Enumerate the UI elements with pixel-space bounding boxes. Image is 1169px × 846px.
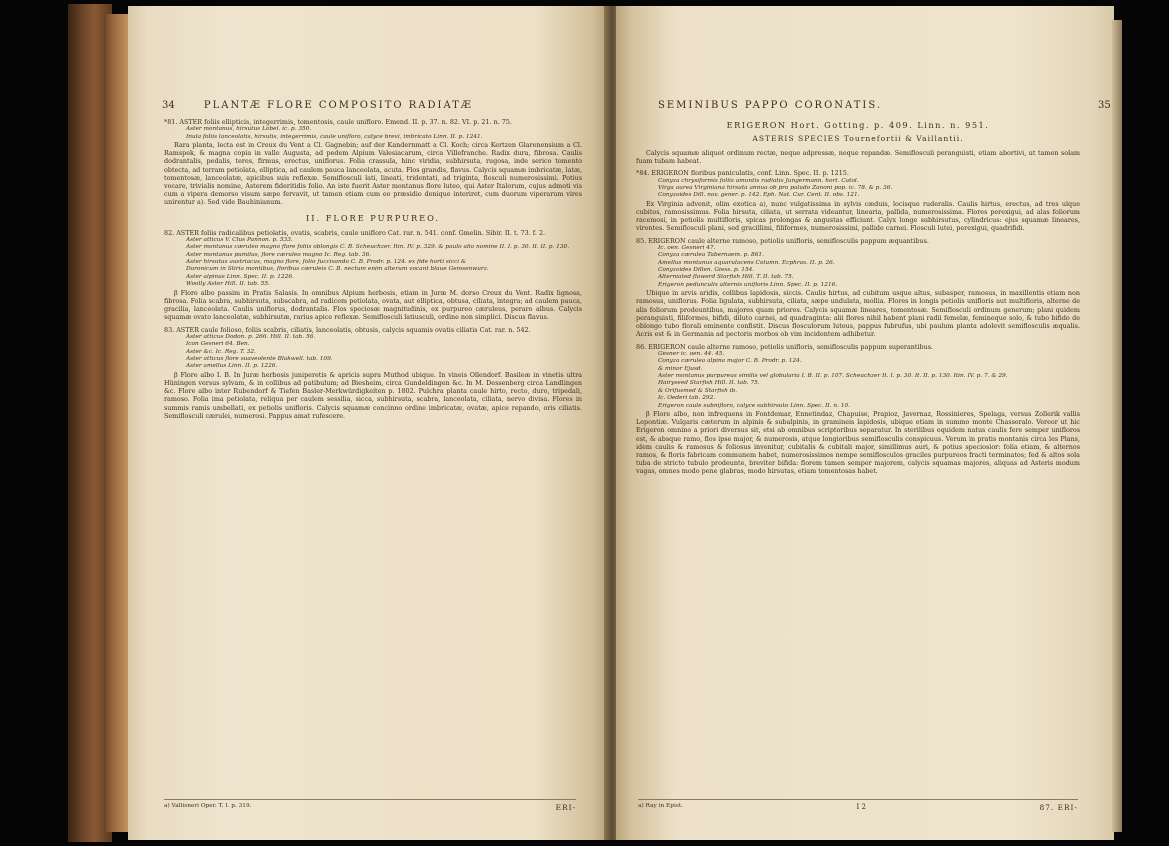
entry-86-syn-2: Conyza cærulea alpina major C. B. Prodr. p. 124. (658, 358, 802, 365)
entry-82-syn-6: Aster alpinus Linn. Spec. II. p. 1226. (186, 273, 294, 280)
entry-86-text: β Flore albo, non infrequens in Fontdemar, Ennetindaz, Chapuise, Prapioz, Javernaz, Rossinieres, Spelaga, versus Zollerik vallis Lepontiæ. Vulgaris cæterum in alpinis & subalpinis, in gramineis lapidosis, ubique etiam in summo monte Chasseralo. Vereor ut hic Erigeron omnino a priori diversus sit, etsi ab omnibus scriptoribus separatur. In sterilibus equidem natus caulis fere semper unifloros est, & absque ramo, flos ipse major, & numerosis, atque longioribus semiflosculis conspicuus. Verum in pratis montanis circa les Plans, idem caulis & ramosus & foliosus invenitur, cubitalis & cubitali major, simillimus auri, & potius speciosior: folia etiam, & alternos ramos, & floris fabricam communem habet, numerosissimos nempe semiflosculos graciles purpureos fracti terminatos; fed & altos sola tuba de stricto tubulo prodeunte, breviter bifida: florem tamen semper majorem, calycis squamas majores, aliquas ad Asteris modum vagas, omnes modo pene glabras, modo hirsutas, etiam tomentosas habet. (636, 409, 1080, 476)
entry-85-syn-2: Conyza cærulea Tabernaem. p. 861. (658, 252, 764, 259)
entry-85 (636, 237, 1080, 339)
right-footnote-row (638, 799, 1078, 812)
entry-83-syn-2: Icon Gesneri 64. Ben. (186, 341, 250, 348)
entry-86-syn-7: Ic. Oederi tab. 292. (658, 395, 716, 402)
left-catchword: ERI- (555, 803, 576, 812)
right-running-head (658, 100, 1111, 111)
genus-subtitle: ASTERIS SPECIES Tournefortii & Vaillantii. (752, 134, 964, 143)
entry-82-syn-4: Aster hirsutus austriacus, magno flore, folio fuccisando C. B. Prodr. p. 124. ex fide horti sicci & (186, 259, 467, 266)
entry-81-text: Rara planta, lecta est in Creux du Vent a Cl. Gagnebin; auf der Kandernmatt a Cl. Koch; circa Kertzen Glarenensium a Cl. Ramspek, & magna copia in valle Augusta, ad pedem Alpium Valesiacarum, circa Villefranche. Radix dura, fibrosa. Caulis dodrantalis, pedalis, teres, firmus, erectus, uniflorus. Folia crassula, hinc viridia, subhirsuta, rugosa, inde serico tomento obtecta, ad terram petiolata, elliptica, ad caulem pauca lanceolata, acuta. Flos grandis, flavus. Calycis squamæ imbricatæ, latæ, tomentosæ, lanceolatæ, apicibus suis reflexæ. Semiflosculi lati, lineati, tridentati, ad triginta, flosculi numerosissimi. Potius vocare, trivialis nomine, Asterem fideritidis folio. An iste fuerit Aster montanus flore luteo, qui Aster Italorum, cujus admoti vis cum a vipera demorso visum sæpe fervavit, ut tamen etiam cum eo præsidio denique interiret, cum duorum viperarum vires unirentur a). Sed vide Bauhinianum. (164, 141, 582, 207)
section-title: II. FLORE PURPUREO. (306, 212, 440, 223)
entry-83-syn-5: Aster amellus Linn. II. p. 1226. (186, 363, 278, 370)
entry-86-syn-4: Aster montanus purpureus similis vel globularia I. B. II. p. 107. Scheuchzer It. I. p. 30. It. II. p. 130. Itin. IV. p. 7. & 29. (658, 372, 1008, 379)
entry-84-syn-2: Virga aurea Virginiana hirsuta annua ob pro paludo Zanoni pop. ic. 78. & p. 36. (658, 185, 893, 192)
right-page-body (636, 118, 1080, 800)
genus-title: ERIGERON Hort. Gotting. p. 409. Linn. n. 951. (726, 120, 990, 130)
entry-82-syn-7: Woolly Aster Hill. II. tab. 55. (186, 281, 270, 288)
entry-84-text: Ex Virginia advenit, olim exotica a), nunc vulgatissima in sylvis cæduis, locisque ruderalis. Caulis hirtus, erectus, ad tres ulque cubitos, ramosissimus. Folia hirsuta, ciliata, ut serrata videantur, linearia, pallida, numerosissima. Flores perexigui, ad alas foliorum racemosi, in petiolis multifloris, spicas prolongas & angustas efficiunt. Calyx longe subhirsutus, cylindricus: ejus squamæ lineares, virentes. Semiflosculi plani, sed gracillimi, filiformes, numerosissimi, pallide carnei. Flosculi lutei, perexigui, quadrifidi. (636, 199, 1080, 233)
entry-83-syn-3: Aster &c. Ic. Reg. T. 32. (186, 348, 256, 355)
left-footnote-row (164, 799, 576, 812)
entry-85-syn-4: Conyzoides Dillen. Giess. p. 154. (658, 267, 755, 274)
entry-85-lead: 85. ERIGERON caule alterne ramoso, petiolis unifloris, semiflosculis pappum æquantibus. (636, 236, 929, 245)
entry-82-syn-5: Doronicum in Stiria montibus, floribus cæruleis C. B. nectum enim alterum vocant blaue Gemsenwurz. (186, 266, 489, 273)
right-running-title: SEMINIBUS PAPPO CORONATIS. (658, 100, 883, 111)
entry-81-syn-1: Aster montanus, hirsutus Lobel. ic. p. 350. (186, 126, 312, 133)
entry-84 (636, 169, 1080, 232)
entry-85-text: Ubique in arvis aridis, collibus lapidosis, siccis. Caulis hirtus, ad cubitum usque altus, subasper, ramosus, in maxillentis etiam non ramosus, uniflorus. Folia ligulata, subhirsuta, ciliata, sæpe undulata, mollia. Flores in longis petiolis unifloris aut multifloris, alterne de alis foliorum prodeuntibus, majores quam priores. Calycis squamæ lineares, tomentosæ. Semiflosculi ordinum generum; plani quidem peranguisti, filiformes, bifidi, diluto carnei, ad quadraginta: alii flores nihil habent plani radii femelæ, femineque solo, & tubo bifido de oblongo tubo florali eminente confistit. Discus flosculorum luteus, pappus fubrufus, ubi paulum planta adolevit semiflosculis æqualis. Acris est & in Germania ad pectoris morbos ob vim incidentem adhibetur. (636, 289, 1080, 339)
entry-84-lead: *84. ERIGERON floribus paniculatis, conf. Linn. Spec. II. p. 1215. (636, 169, 849, 178)
signature-mark: I 2 (856, 803, 866, 811)
entry-85-syn-1: Ic. oen. Gesneri 47. (658, 244, 716, 251)
entry-83-syn-4: Aster atticus flore suaveolente Blakwell. tab. 109. (186, 355, 333, 362)
entry-82-syn-1: Aster atticus V. Clus Pannon. p. 533. (186, 236, 293, 243)
left-page-body (164, 118, 582, 800)
right-footnote: a) Ray in Epist. (638, 803, 684, 809)
left-page-number: 34 (162, 100, 175, 111)
entry-81-syn-2: Inula foliis lanceolatis, hirsutis, integerrimis, caule unifloro, calyce brevi, imbricato Linn. II. p. 1241. (186, 133, 483, 140)
entry-82-lead: 82. ASTER foliis radicalibus petiolatis, ovatis, scabris, caule unifloro Cat. rar. n. 541. conf. Gmelin. Sibir. II. t. 73. f. 2. (164, 228, 546, 237)
left-running-head (162, 100, 473, 111)
entry-84-syn-1: Conyza chrysiformis foliis amuntis radiatis Jungermann. hort. Catol. (658, 177, 859, 184)
entry-86-syn-3: & minor Ejusd. (658, 365, 703, 372)
entry-81-lead: *81. ASTER foliis ellipticis, integerrimis, tomentosis, caule unifloro. Emend. II. p. 37. n. 82. VI. p. 21. n. 75. (164, 118, 512, 126)
entry-83-syn-1: Aster atticus Dodon. p. 266. Hill. II. tab. 56. (186, 333, 316, 340)
entry-86 (636, 343, 1080, 476)
entry-83-lead: 83. ASTER caule folioso, foliis scabris, ciliatis, lanceolatis, obtusis, calycis squamis ovatis ciliatis Cat. rar. n. 542. (164, 325, 531, 334)
left-footnote: a) Vallisneri Oper. T. I. p. 319. (164, 803, 252, 809)
entry-86-syn-5: Hairyseed Starfish Hill. II. tab. 75. (658, 380, 760, 387)
entry-82-text: β Flore albo passim in Pratis Salasis. In omnibus Alpium herbosis, etiam in Juræ M. dorso Creux du Vent. Radix lignosa, fibrosa. Folia scabra, subhirsuta, subscabra, ad radicem petiolata, ovata, aut elliptica, obtusa, ciliata, integra; ad caulem pauca, gracilia, lanceolata. Caulis uniflorus, dodrantalis. Flos speciosæ magnitudinis, ex purpureo cæruleus, peraro albus. Calycis squamæ ovato lanceolatæ, subhirsutæ, rarius apice reflexæ. Semiflosculi latiusculi, ordine non simplici. Discus flavus. (164, 288, 582, 322)
entry-86-syn-8: Erigeron caule subnifloro, calyce subhirsuto Linn. Spec. II. n. 10. (658, 402, 851, 409)
genus-text: Calycis squamæ aliquot ordinum rectæ, neque adpressæ, neque repandæ. Semiflosculi peranguisti, etiam abortivi, ut tamen solam fuam tubam habeat. (636, 149, 1080, 166)
right-catchword: 87. ERI- (1039, 803, 1078, 812)
page-edges-right (1112, 20, 1122, 832)
entry-86-lead: 86. ERIGERON caule alterne ramoso, petiolis unifloris, semiflosculis pappum superantibus. (636, 342, 934, 351)
entry-85-syn-6: Erigeron pedunculis alternis unifloris Linn. Spec. II. p. 1216. (658, 281, 838, 288)
entry-82-syn-2: Aster montanus cæruleo magno flore foliis oblongis C. B. Scheuchzer. Itin. IV. p. 329. & paulo alio nomine II. I. p. 30. II. II. p. 130. (186, 244, 570, 251)
right-page (616, 6, 1114, 840)
entry-81 (164, 118, 582, 207)
entry-85-syn-3: Amellus montanus aquarulacens Column. Ecphras. II. p. 26. (658, 259, 835, 266)
entry-83-text: β Flore albo I. B. In Juræ herbosis juniperetis & apricis supra Muthod ubique. In vineis Ollendorf. Basileæ in vinetis ultra Hüningen versus sylvam, & in collibus ad patibulum; ad Biesheim, circa Gundeldingen &c. In M. Dessenberg circa Landlingen &c. Flore albo inter Rubendorf & Tiefen Basler-Merkwürdigkeiten p. 1802. Pulchra planta caule hirto, recto, duro, tripedali, ramoso. Folia ima petiolata, reliqua per caulem sessilia, sicca, subhirsuta, scabra, lanceolata, ciliata, nervo divisa. Flores in summis ramis umbellati, ex petiolis unifloris. Calycis squamæ concinno ordine imbricatæ, ovatæ, apice repando, oris ciliatis. Semiflosculi cærulei, numerosi. Pappus amat rufescere. (164, 370, 582, 420)
entry-82 (164, 229, 582, 322)
left-running-title: PLANTÆ FLORE COMPOSITO RADIATÆ (203, 100, 473, 111)
entry-85-syn-5: Alterniated flowerd Starfish Hill. T. II. tab. 75. (658, 274, 794, 281)
right-page-number: 35 (1098, 100, 1111, 111)
left-page (128, 6, 606, 840)
entry-82-syn-3: Aster montanus pumilus, flore cæruleo magno Ic. Reg. tab. 36. (186, 251, 372, 258)
entry-86-syn-6: & Orifusmed & Starfish ib. (658, 387, 738, 394)
entry-83 (164, 326, 582, 420)
entry-84-syn-3: Conyzoides Dill. nov. gener. p. 142. Eph. Nat. Cur. Cent. II. obs. 121. (658, 192, 860, 199)
entry-86-syn-1: Gesner ic. oen. 44. 45. (658, 350, 725, 357)
